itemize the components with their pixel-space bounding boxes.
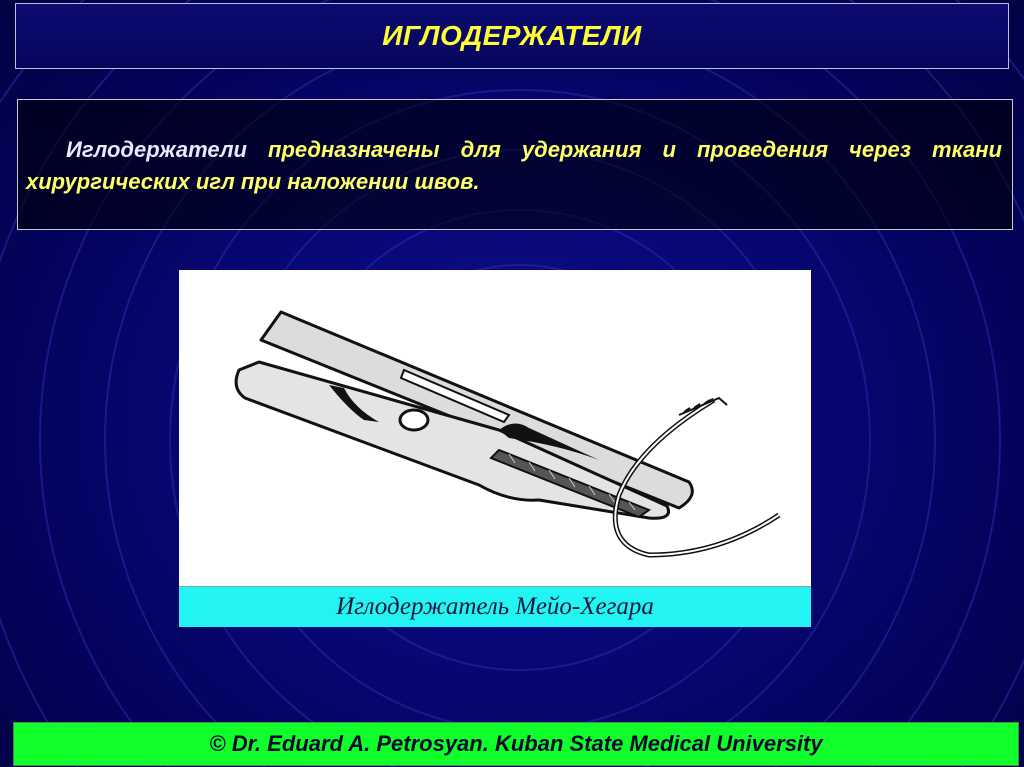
figure-caption: Иглодержатель Мейо-Хегара xyxy=(336,593,654,620)
description-subject: Иглодержатели xyxy=(66,137,247,162)
page-title: ИГЛОДЕРЖАТЕЛИ xyxy=(382,20,642,51)
needle-holder-drawing xyxy=(179,270,811,586)
copyright-text: © Dr. Eduard A. Petrosyan. Kuban State Medical University xyxy=(209,731,823,756)
figure-panel xyxy=(179,270,811,627)
title-bar xyxy=(15,3,1009,69)
footer-bar xyxy=(13,722,1019,766)
description-panel xyxy=(17,99,1013,230)
description-text xyxy=(26,134,1002,198)
description-rest: предназначены для удержания и проведения через ткани хирургических игл при наложении швов. xyxy=(26,137,1002,194)
figure-caption-bar xyxy=(179,586,811,627)
